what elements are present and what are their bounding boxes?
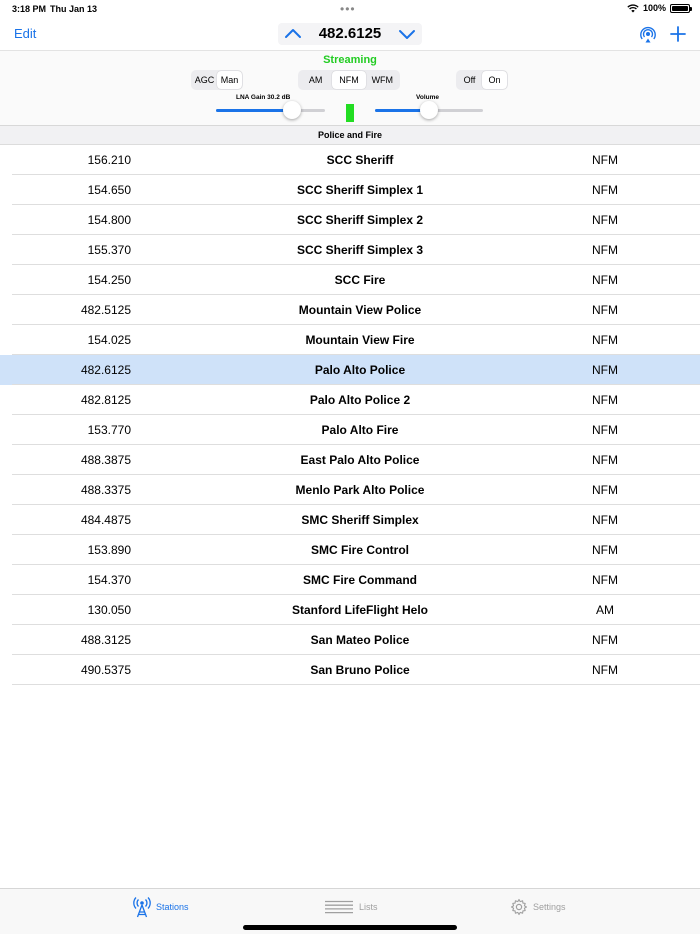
station-row[interactable] <box>0 325 700 355</box>
status-time: 3:18 PM <box>12 4 47 14</box>
lna-gain-fill <box>216 109 292 112</box>
station-frequency: 154.250 <box>87 273 131 287</box>
station-mode: NFM <box>592 633 618 647</box>
station-row[interactable] <box>0 355 700 385</box>
station-row[interactable] <box>0 145 700 175</box>
station-row[interactable] <box>0 595 700 625</box>
station-name: Palo Alto Police <box>314 363 406 377</box>
station-mode: NFM <box>592 483 618 497</box>
station-row[interactable] <box>0 625 700 655</box>
station-row[interactable] <box>0 475 700 505</box>
station-frequency: 154.650 <box>87 183 131 197</box>
plus-icon[interactable] <box>670 26 686 42</box>
station-mode: NFM <box>592 393 618 407</box>
station-frequency: 154.800 <box>87 213 131 227</box>
station-frequency: 153.890 <box>87 543 131 557</box>
station-mode: NFM <box>592 513 618 527</box>
station-row[interactable] <box>0 385 700 415</box>
station-mode: NFM <box>592 333 618 347</box>
off-option[interactable]: Off <box>463 75 476 85</box>
station-frequency: 156.210 <box>87 153 131 167</box>
station-frequency: 488.3375 <box>80 483 131 497</box>
airplay-icon[interactable] <box>639 26 657 44</box>
edit-button[interactable]: Edit <box>14 26 37 41</box>
lna-gain-label: LNA Gain 30.2 dB <box>236 94 291 101</box>
radio-controls <box>0 50 700 126</box>
station-mode: NFM <box>592 663 618 677</box>
station-name: SCC Sheriff Simplex 2 <box>296 213 424 227</box>
station-frequency: 482.5125 <box>80 303 131 317</box>
tab-settings-label: Settings <box>533 902 566 912</box>
station-row[interactable] <box>0 445 700 475</box>
station-name: Stanford LifeFlight Helo <box>292 603 428 617</box>
station-frequency: 484.4875 <box>80 513 131 527</box>
signal-level-meter <box>346 104 354 122</box>
station-mode: NFM <box>592 183 618 197</box>
station-mode: NFM <box>592 273 618 287</box>
frequency-display[interactable]: 482.6125 <box>318 25 382 42</box>
station-name: East Palo Alto Police <box>300 453 420 467</box>
nav-bar <box>0 18 700 50</box>
station-name: San Bruno Police <box>310 663 410 677</box>
station-mode: NFM <box>592 213 618 227</box>
demod-mode-segment <box>298 70 400 90</box>
station-mode: NFM <box>592 153 618 167</box>
frequency-control <box>278 23 422 45</box>
station-mode: NFM <box>592 243 618 257</box>
nfm-option[interactable]: NFM <box>332 71 365 89</box>
station-mode: NFM <box>592 453 618 467</box>
tab-settings[interactable] <box>510 889 566 925</box>
list-icon <box>324 900 354 914</box>
tab-stations[interactable] <box>133 889 189 925</box>
station-name: SMC Fire Control <box>311 543 409 557</box>
multitasking-dots[interactable]: ••• <box>340 2 356 16</box>
station-mode: NFM <box>592 423 618 437</box>
power-segment <box>456 70 508 90</box>
station-name: SCC Fire <box>334 273 386 287</box>
station-row[interactable] <box>0 295 700 325</box>
station-name: Mountain View Police <box>298 303 422 317</box>
volume-thumb[interactable] <box>420 101 438 119</box>
station-row[interactable] <box>0 535 700 565</box>
tab-bar <box>0 888 700 934</box>
station-mode: NFM <box>592 363 618 377</box>
am-option[interactable]: AM <box>308 75 323 85</box>
station-row[interactable] <box>0 415 700 445</box>
station-frequency: 154.025 <box>87 333 131 347</box>
station-row[interactable] <box>0 565 700 595</box>
station-frequency: 482.8125 <box>80 393 131 407</box>
station-name: Palo Alto Fire <box>321 423 399 437</box>
station-frequency: 482.6125 <box>80 363 131 377</box>
station-row[interactable] <box>0 175 700 205</box>
station-row[interactable] <box>0 205 700 235</box>
status-right <box>627 3 690 13</box>
tab-stations-label: Stations <box>156 902 189 912</box>
station-name: Menlo Park Alto Police <box>295 483 425 497</box>
station-name: SCC Sheriff Simplex 3 <box>296 243 424 257</box>
agc-option[interactable]: AGC <box>194 75 215 85</box>
station-row[interactable] <box>0 265 700 295</box>
gear-icon <box>510 898 528 916</box>
wifi-icon <box>627 4 639 13</box>
station-name: Palo Alto Police 2 <box>309 393 411 407</box>
battery-icon <box>670 4 690 13</box>
streaming-status: Streaming <box>323 54 377 66</box>
station-list <box>0 145 700 685</box>
station-frequency: 488.3125 <box>80 633 131 647</box>
station-row[interactable] <box>0 505 700 535</box>
station-mode: NFM <box>592 543 618 557</box>
station-mode: AM <box>596 603 614 617</box>
station-mode: NFM <box>592 303 618 317</box>
station-name: Mountain View Fire <box>305 333 415 347</box>
station-frequency: 153.770 <box>87 423 131 437</box>
station-row[interactable] <box>0 655 700 685</box>
station-frequency: 490.5375 <box>80 663 131 677</box>
tab-lists[interactable] <box>324 889 378 925</box>
lna-gain-slider[interactable] <box>216 109 325 112</box>
status-bar <box>0 0 700 18</box>
on-option[interactable]: On <box>482 71 507 89</box>
station-name: SCC Sheriff Simplex 1 <box>296 183 424 197</box>
antenna-icon <box>133 896 151 918</box>
station-name: San Mateo Police <box>310 633 410 647</box>
battery-percent: 100% <box>642 3 666 13</box>
gain-mode-segment <box>191 70 243 90</box>
station-frequency: 154.370 <box>87 573 131 587</box>
wfm-option[interactable]: WFM <box>371 75 394 85</box>
station-row[interactable] <box>0 235 700 265</box>
home-indicator[interactable] <box>243 925 457 930</box>
station-name: SMC Fire Command <box>302 573 417 587</box>
section-header: Police and Fire <box>0 126 700 145</box>
volume-slider[interactable] <box>375 109 483 112</box>
station-name: SMC Sheriff Simplex <box>301 513 419 527</box>
station-mode: NFM <box>592 573 618 587</box>
station-frequency: 130.050 <box>87 603 131 617</box>
volume-label: Volume <box>416 94 439 101</box>
station-frequency: 155.370 <box>87 243 131 257</box>
station-name: SCC Sheriff <box>326 153 394 167</box>
chevron-down-icon[interactable] <box>398 25 416 43</box>
manual-option[interactable]: Man <box>217 71 242 89</box>
lna-gain-thumb[interactable] <box>283 101 301 119</box>
status-date: Thu Jan 13 <box>50 4 98 14</box>
station-frequency: 488.3875 <box>80 453 131 467</box>
tab-lists-label: Lists <box>359 902 378 912</box>
